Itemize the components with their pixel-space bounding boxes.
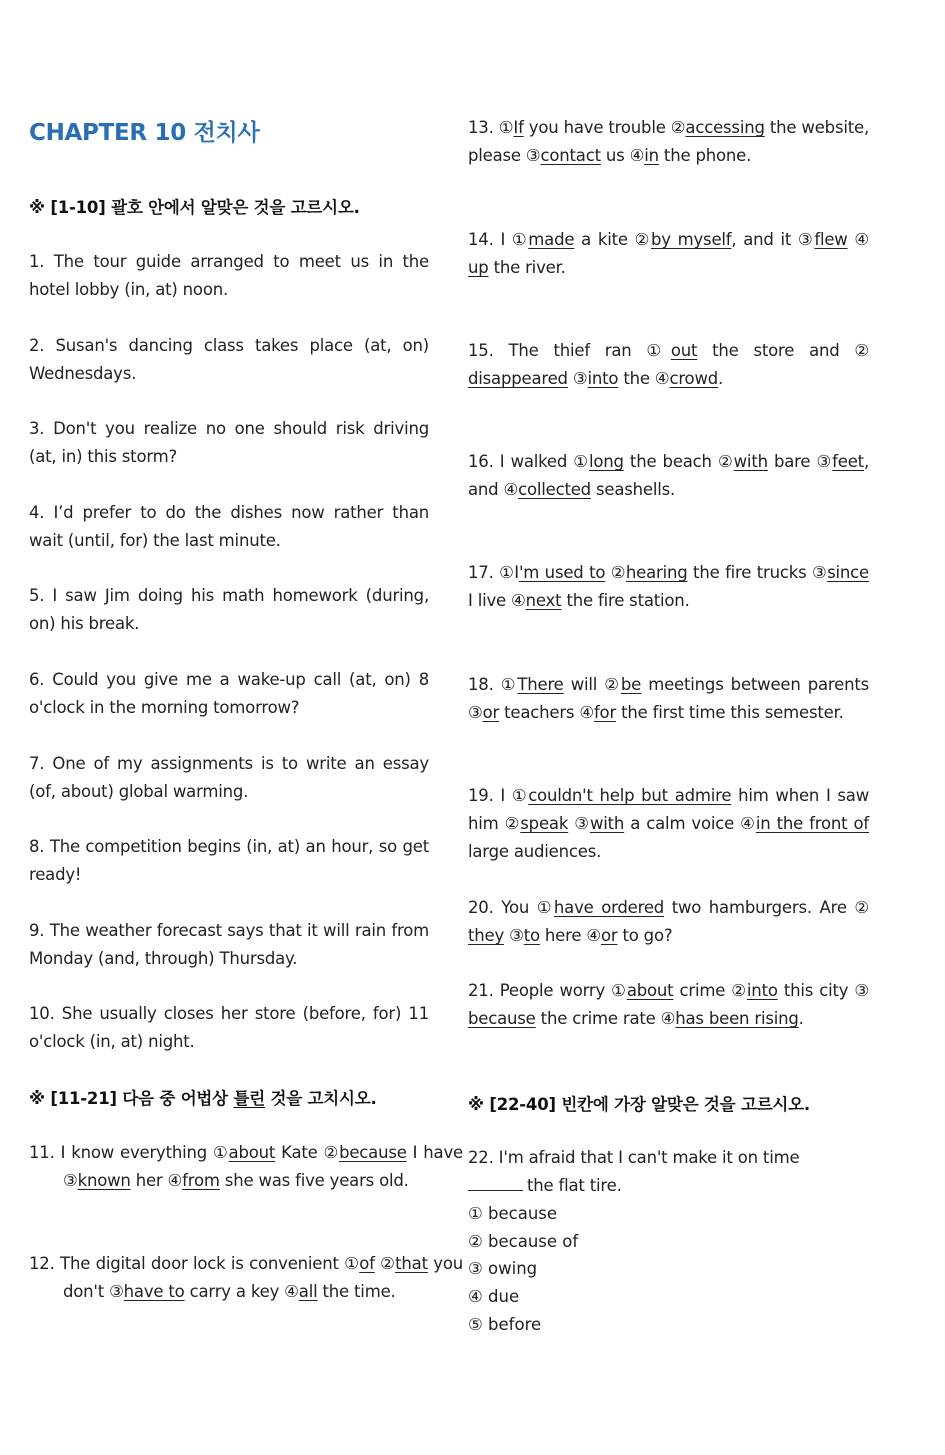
question-text: I walked ① xyxy=(493,452,589,471)
question-text: ④ xyxy=(847,230,869,249)
question-text: The digital door lock is convenient ① xyxy=(54,1254,360,1273)
question-text: Could you give me a wake-up call (at, on) 8 o'clock in the morning tomorrow? xyxy=(29,670,429,717)
question-text: large audiences. xyxy=(468,842,602,861)
question xyxy=(29,248,429,304)
question-text: she was five years old. xyxy=(219,1171,409,1190)
question xyxy=(468,337,869,393)
question xyxy=(468,226,869,282)
underlined-choice: of xyxy=(359,1254,375,1273)
section-heading-22-40: ※ [22-40] 빈칸에 가장 알맞은 것을 고르시오. xyxy=(468,1095,810,1114)
question xyxy=(29,1250,463,1306)
underlined-choice: feet xyxy=(832,452,864,471)
question-text: I'm afraid that I can't make it on time xyxy=(493,1148,800,1167)
question xyxy=(29,833,429,889)
question-text: ③ xyxy=(504,926,524,945)
underlined-choice: contact xyxy=(540,146,601,165)
question-text: carry a key ④ xyxy=(184,1282,299,1301)
question xyxy=(468,894,869,950)
question-text: People worry ① xyxy=(493,981,627,1000)
question-text: will ② xyxy=(563,675,621,694)
question xyxy=(29,1139,463,1195)
question-text: the fire trucks ③ xyxy=(687,563,828,582)
question-text: Susan's dancing class takes place (at, on) Wednesdays. xyxy=(29,336,429,383)
question xyxy=(29,1000,429,1056)
question-text: the store and ② xyxy=(697,341,869,360)
question-text: . xyxy=(798,1009,804,1028)
question-text: him when I saw him ② xyxy=(468,786,869,833)
question-text: a calm voice ④ xyxy=(624,814,756,833)
question-text: you have trouble ② xyxy=(523,118,686,137)
question-text: the time. xyxy=(317,1282,396,1301)
underlined-choice: has been rising xyxy=(675,1009,799,1028)
question-text: meetings between parents ③ xyxy=(468,675,869,722)
underlined-choice: known xyxy=(77,1171,131,1190)
question-text: The thief ran ① xyxy=(493,341,671,360)
question-text: You ① xyxy=(493,898,554,917)
underlined-choice: because xyxy=(339,1143,407,1162)
section-heading-prefix: ※ [11-21] 다음 중 어법상 xyxy=(29,1089,234,1108)
question-text: you don't ③ xyxy=(63,1254,464,1301)
underlined-choice: all xyxy=(298,1282,318,1301)
question xyxy=(468,782,869,866)
question-text: her ④ xyxy=(130,1171,183,1190)
underlined-choice: to xyxy=(523,926,540,945)
question-number: 1. xyxy=(29,252,45,271)
question-text: ① xyxy=(493,675,518,694)
underlined-choice: with xyxy=(589,814,625,833)
question-text: I’d prefer to do the dishes now rather than wait (until, for) the last minute. xyxy=(29,503,429,550)
underlined-choice: have ordered xyxy=(553,898,665,917)
underlined-choice: into xyxy=(746,981,778,1000)
underlined-choice: or xyxy=(600,926,618,945)
underlined-choice: since xyxy=(827,563,869,582)
question-number: 2. xyxy=(29,336,45,355)
underlined-choice: with xyxy=(733,452,768,471)
question-text: the phone. xyxy=(658,146,752,165)
question xyxy=(29,499,429,555)
question-number: 15. xyxy=(468,341,494,360)
section-heading-underlined: 틀린 xyxy=(233,1089,265,1108)
question-text: Don't you realize no one should risk driving (at, in) this storm? xyxy=(29,419,429,466)
question-text: ② xyxy=(374,1254,396,1273)
question-text: , and it ③ xyxy=(731,230,815,249)
question xyxy=(468,448,869,504)
question-number: 11. xyxy=(29,1143,55,1162)
underlined-choice: about xyxy=(626,981,674,1000)
question xyxy=(29,750,429,806)
question xyxy=(468,977,869,1033)
question-number: 9. xyxy=(29,921,45,940)
option: ② because of xyxy=(468,1231,579,1251)
underlined-choice: because xyxy=(468,1009,536,1028)
question xyxy=(29,917,429,973)
question-text: the first time this semester. xyxy=(616,703,844,722)
question-text: I know everything ① xyxy=(54,1143,229,1162)
underlined-choice: they xyxy=(468,926,505,945)
question-text: I ① xyxy=(493,786,529,805)
question-text: I live ④ xyxy=(468,591,526,610)
question-22-stem xyxy=(468,1144,869,1200)
question-number: 3. xyxy=(29,419,45,438)
question-number: 19. xyxy=(468,786,494,805)
underlined-choice: There xyxy=(517,675,564,694)
option: ③ owing xyxy=(468,1259,538,1279)
underlined-choice: 'm used to xyxy=(518,563,606,582)
question-text: She usually closes her store (before, for) 11 o'clock (in, at) night. xyxy=(29,1004,429,1051)
underlined-choice: by myself xyxy=(650,230,732,249)
question-text: teachers ④ xyxy=(499,703,594,722)
question-number: 6. xyxy=(29,670,45,689)
underlined-choice: disappeared xyxy=(468,369,568,388)
question-text: us ④ xyxy=(600,146,645,165)
question-number: 5. xyxy=(29,586,45,605)
question-text: The tour guide arranged to meet us in the hotel lobby (in, at) noon. xyxy=(29,252,429,299)
question-number: 18. xyxy=(468,675,494,694)
underlined-choice: that xyxy=(395,1254,428,1273)
underlined-choice: flew xyxy=(814,230,848,249)
underlined-choice: hearing xyxy=(625,563,688,582)
question-text: I have ③ xyxy=(63,1143,463,1190)
section-heading-11-21 xyxy=(29,1085,429,1109)
question-text: . xyxy=(718,369,724,388)
question-text: ③ xyxy=(567,369,588,388)
question-text: this city ③ xyxy=(777,981,869,1000)
question xyxy=(29,582,429,638)
question xyxy=(468,671,869,727)
question-text: ①I xyxy=(493,563,519,582)
underlined-choice: long xyxy=(588,452,624,471)
answer-blank xyxy=(468,1173,523,1191)
question-text: The competition begins (in, at) an hour, so get ready! xyxy=(29,837,429,884)
underlined-choice: out xyxy=(670,341,698,360)
question-text: I ① xyxy=(493,230,529,249)
underlined-choice: for xyxy=(593,703,617,722)
question-number: 14. xyxy=(468,230,494,249)
question-text: ③ xyxy=(568,814,590,833)
question-number: 16. xyxy=(468,452,494,471)
question xyxy=(468,559,869,615)
question-22 xyxy=(468,1144,869,1339)
question xyxy=(29,415,429,471)
question-number: 12. xyxy=(29,1254,55,1273)
underlined-choice: about xyxy=(228,1143,276,1162)
underlined-choice: into xyxy=(587,369,619,388)
underlined-choice: couldn't help but admire xyxy=(528,786,732,805)
underlined-choice: be xyxy=(620,675,642,694)
question-number: 20. xyxy=(468,898,494,917)
question-number: 17. xyxy=(468,563,494,582)
question xyxy=(29,666,429,722)
question-number: 13. xyxy=(468,118,494,137)
question-text: the crime rate ④ xyxy=(535,1009,676,1028)
underlined-choice: up xyxy=(468,258,489,277)
question-text: the ④ xyxy=(618,369,670,388)
underlined-choice: collected xyxy=(518,480,591,499)
question-number: 10. xyxy=(29,1004,55,1023)
question-text: the website, please ③ xyxy=(468,118,870,165)
question-text: two hamburgers. Are ② xyxy=(664,898,869,917)
option: ① because xyxy=(468,1204,558,1223)
underlined-choice: from xyxy=(182,1171,220,1190)
question-number: 22. xyxy=(468,1148,494,1167)
underlined-choice: in the front of xyxy=(755,814,870,833)
question-text-cont: the flat tire. xyxy=(527,1176,622,1195)
question-text: seashells. xyxy=(590,480,676,499)
question-text: ② xyxy=(605,563,626,582)
question-text: I saw Jim doing his math homework (during, on) his break. xyxy=(29,586,429,633)
question-number: 4. xyxy=(29,503,45,522)
question xyxy=(468,114,869,170)
question-text: One of my assignments is to write an essay (of, about) global warming. xyxy=(29,754,429,801)
question-text: , and ④ xyxy=(468,452,869,499)
question-text: ① xyxy=(493,118,514,137)
section-heading-suffix: 것을 고치시오. xyxy=(264,1089,377,1108)
underlined-choice: accessing xyxy=(685,118,765,137)
question-number: 7. xyxy=(29,754,45,773)
question-text: the fire station. xyxy=(561,591,690,610)
underlined-choice: If xyxy=(513,118,524,137)
underlined-choice: have to xyxy=(123,1282,185,1301)
question-text: a kite ② xyxy=(574,230,651,249)
option: ⑤ before xyxy=(468,1314,542,1334)
question-text: the river. xyxy=(488,258,566,277)
chapter-title: CHAPTER 10 전치사 xyxy=(29,120,260,146)
question-number: 8. xyxy=(29,837,45,856)
section-heading-1-10: ※ [1-10] 괄호 안에서 알맞은 것을 고르시오. xyxy=(29,198,360,217)
underlined-choice: made xyxy=(528,230,575,249)
underlined-choice: crowd xyxy=(669,369,719,388)
underlined-choice: next xyxy=(525,591,562,610)
question-text: to go? xyxy=(617,926,673,945)
question xyxy=(29,332,429,388)
underlined-choice: or xyxy=(482,703,500,722)
question-number: 21. xyxy=(468,981,494,1000)
underlined-choice: speak xyxy=(520,814,569,833)
question-text: here ④ xyxy=(539,926,601,945)
option: ④ due xyxy=(468,1287,520,1307)
question-text: crime ② xyxy=(673,981,747,1000)
question-text: bare ③ xyxy=(767,452,833,471)
question-text: Kate ② xyxy=(275,1143,340,1162)
underlined-choice: in xyxy=(644,146,659,165)
question-text: the beach ② xyxy=(623,452,734,471)
question-text: The weather forecast says that it will rain from Monday (and, through) Thursday. xyxy=(29,921,429,968)
